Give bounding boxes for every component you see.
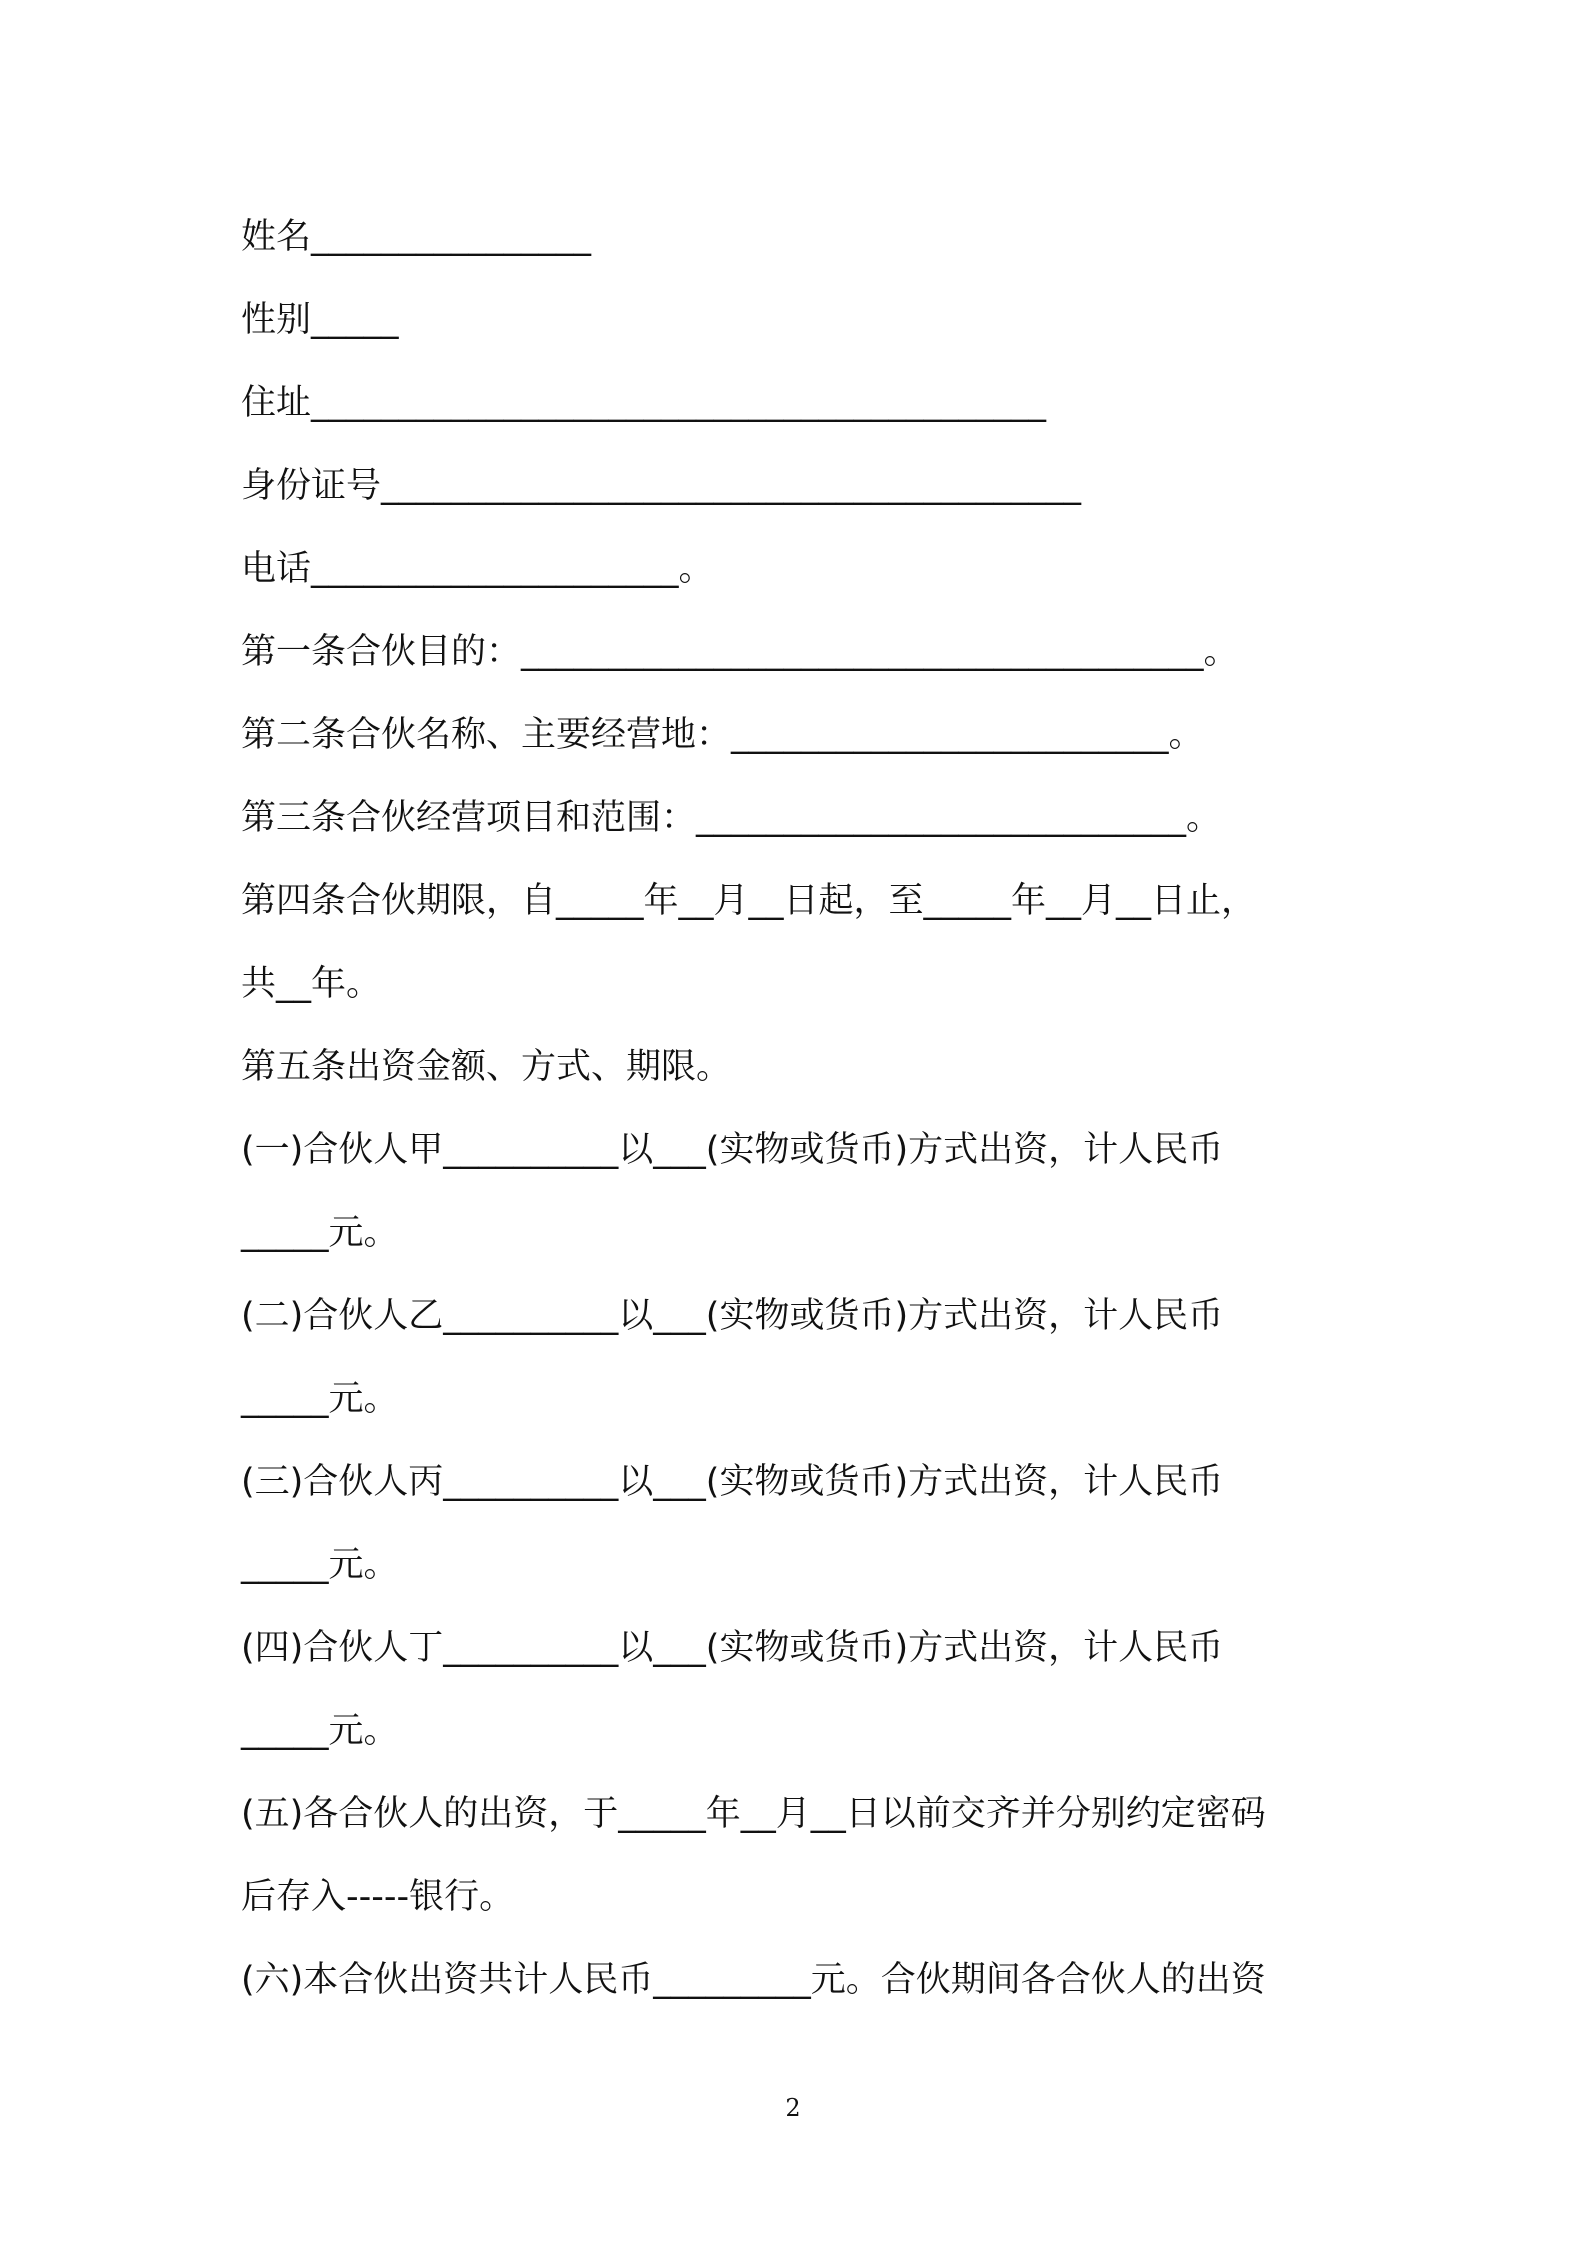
article-4-term: 第四条合伙期限，自_____年__月__日起，至_____年__月__日止， [241, 881, 1257, 921]
field-gender-line: 性别_____ [241, 300, 399, 340]
clause-5-4-amount: _____元。 [241, 1711, 399, 1751]
article-4-term-continued: 共__年。 [241, 964, 382, 1004]
clause-5-3-partner-c: (三)合伙人丙__________以___(实物或货币)方式出资，计人民币 [241, 1462, 1224, 1502]
article-3-business-scope: 第三条合伙经营项目和范围：____________________________。 [241, 798, 1222, 838]
clause-5-6-total: (六)本合伙出资共计人民币_________元。合伙期间各合伙人的出资 [241, 1960, 1266, 2000]
article-1-purpose: 第一条合伙目的：_______________________________________。 [241, 632, 1239, 672]
article-5-heading: 第五条出资金额、方式、期限。 [241, 1047, 732, 1087]
field-phone-line: 电话_____________________。 [241, 549, 714, 589]
clause-5-1-partner-a: (一)合伙人甲__________以___(实物或货币)方式出资，计人民币 [241, 1130, 1224, 1170]
article-2-name-location: 第二条合伙名称、主要经营地：_________________________。 [241, 715, 1204, 755]
page-number: 2 [785, 2094, 801, 2122]
field-id-number-line: 身份证号________________________________________ [241, 466, 1082, 506]
field-address-line: 住址__________________________________________ [241, 383, 1047, 423]
document-body [241, 196, 1361, 2022]
clause-5-2-amount: _____元。 [241, 1379, 399, 1419]
clause-5-5-deadline: (五)各合伙人的出资，于_____年__月__日以前交齐并分别约定密码 [241, 1794, 1266, 1834]
clause-5-4-partner-d: (四)合伙人丁__________以___(实物或货币)方式出资，计人民币 [241, 1628, 1224, 1668]
clause-5-2-partner-b: (二)合伙人乙__________以___(实物或货币)方式出资，计人民币 [241, 1296, 1224, 1336]
clause-5-5-deposit: 后存入-----银行。 [241, 1877, 515, 1917]
field-name-line: 姓名________________ [241, 217, 592, 257]
clause-5-3-amount: _____元。 [241, 1545, 399, 1585]
clause-5-1-amount: _____元。 [241, 1213, 399, 1253]
